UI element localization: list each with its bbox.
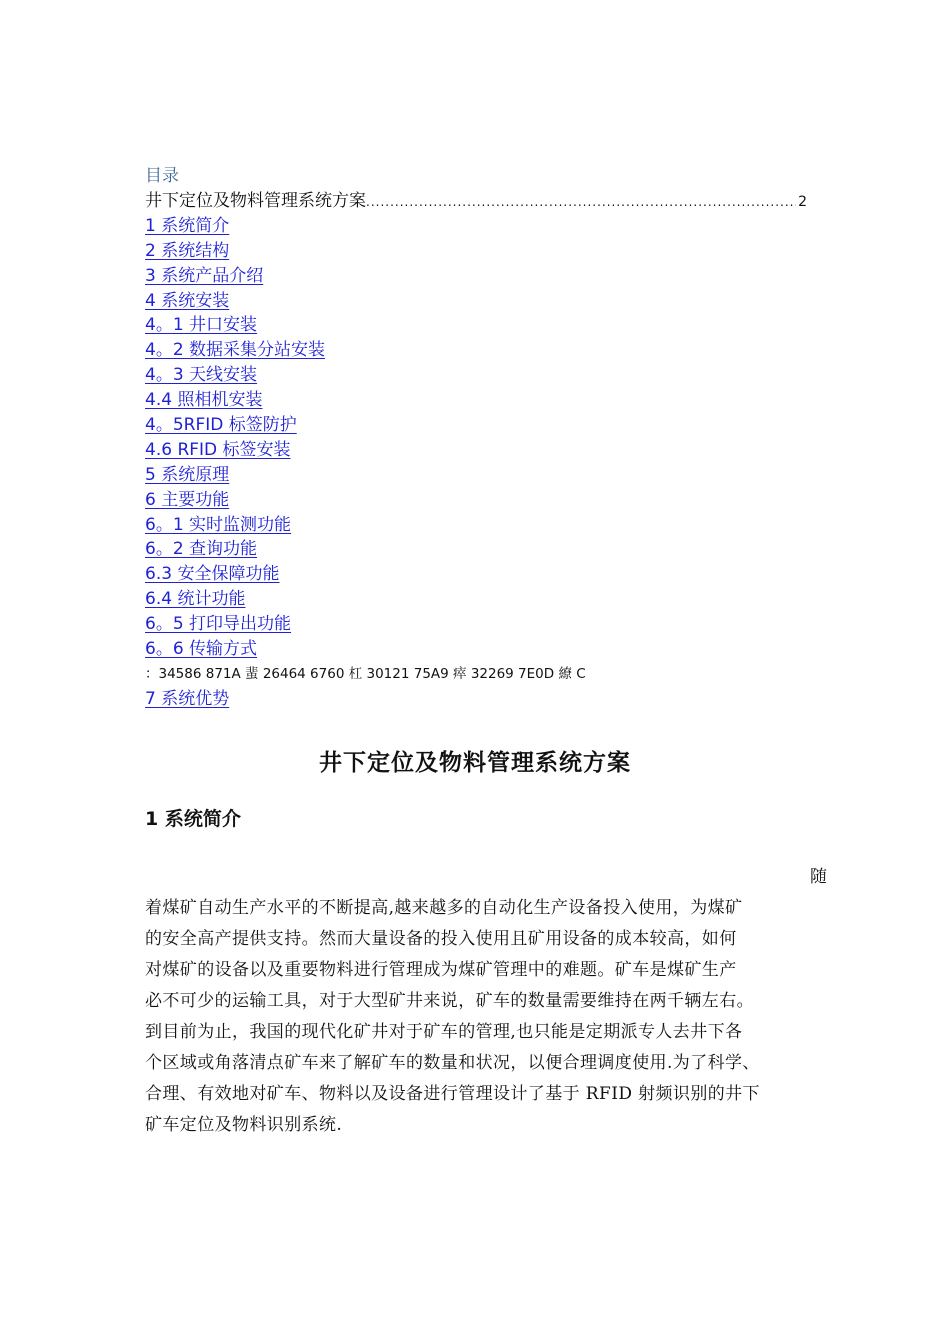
toc-title: 目录 [145,166,179,186]
toc-link-6-3[interactable]: 6.3 安全保障功能 [145,564,280,585]
paragraph-line: 到目前为止，我国的现代化矿井对于矿车的管理,也只能是定期派专人去井下各 [145,1022,743,1042]
toc-dot-leader [366,190,796,215]
toc-link-1[interactable]: 1 系统简介 [145,215,230,236]
toc-garbled-text: ：34586 871A 蜚 26464 6760 杠 30121 75A9 瘁 32269 7E0D 繚 C [145,665,586,682]
toc-page-number: 2 [798,194,807,210]
toc-link-6-2[interactable]: 6。2 查询功能 [145,539,258,560]
paragraph-line: 的安全高产提供支持。然而大量设备的投入使用且矿用设备的成本较高，如何 [145,929,737,949]
toc-link-4-4[interactable]: 4.4 照相机安装 [145,390,263,411]
toc-link-4-3[interactable]: 4。3 天线安装 [145,365,258,386]
toc-link-4-6[interactable]: 4.6 RFID 标签安装 [145,439,291,460]
toc-link-6-4[interactable]: 6.4 统计功能 [145,589,246,610]
toc-link-5[interactable]: 5 系统原理 [145,464,230,485]
toc-link-4-5[interactable]: 4。5RFID 标签防护 [145,415,297,436]
toc-link-3[interactable]: 3 系统产品介绍 [145,265,264,286]
paragraph-line: 合理、有效地对矿车、物料以及设备进行管理设计了基于 RFID 射频识别的井下 [145,1084,760,1104]
paragraph-line: 对煤矿的设备以及重要物料进行管理成为煤矿管理中的难题。矿车是煤矿生产 [145,960,737,980]
toc-link-4-1[interactable]: 4。1 井口安装 [145,315,258,336]
toc-link-4[interactable]: 4 系统安装 [145,290,230,311]
paragraph-line: 着煤矿自动生产水平的不断提高,越来越多的自动化生产设备投入使用，为煤矿 [145,898,743,918]
section-paragraph [145,862,827,1141]
paragraph-line: 个区域或角落清点矿车来了解矿车的数量和状况，以便合理调度使用.为了科学、 [145,1053,760,1073]
toc-link-6[interactable]: 6 主要功能 [145,489,230,510]
toc-link-6-6[interactable]: 6。6 传输方式 [145,639,258,660]
toc-link-2[interactable]: 2 系统结构 [145,240,230,261]
toc-link-6-1[interactable]: 6。1 实时监测功能 [145,514,292,535]
toc-link-4-2[interactable]: 4。2 数据采集分站安装 [145,340,326,361]
paragraph-line: 矿车定位及物料识别系统. [145,1115,343,1135]
document-title: 井下定位及物料管理系统方案 [319,750,631,776]
toc-entry-main[interactable] [145,189,807,214]
table-of-contents [145,164,807,712]
toc-link-6-5[interactable]: 6。5 打印导出功能 [145,614,292,635]
toc-link-7[interactable]: 7 系统优势 [145,688,230,709]
paragraph-line: 必不可少的运输工具，对于大型矿井来说，矿车的数量需要维持在两千辆左右。 [145,991,754,1011]
section-heading: 1 系统简介 [145,808,241,830]
paragraph-first-char: 随 [810,867,827,887]
toc-entry-label: 井下定位及物料管理系统方案 [145,191,366,211]
